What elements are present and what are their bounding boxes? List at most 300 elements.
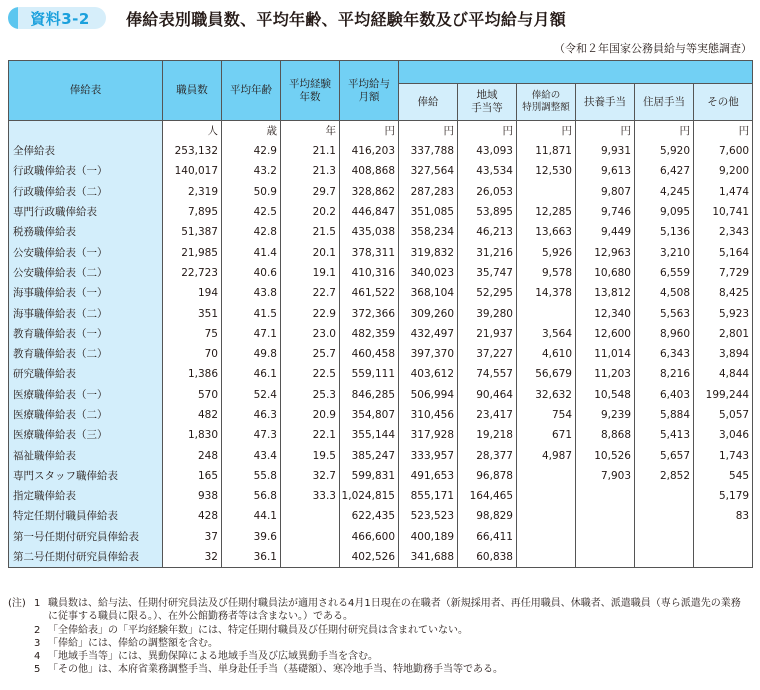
row-label: 研究職俸給表 (9, 364, 163, 384)
data-cell: 461,522 (340, 283, 399, 303)
data-cell: 42.8 (222, 222, 281, 242)
data-cell: 351 (163, 303, 222, 323)
data-cell: 70 (163, 344, 222, 364)
data-cell: 53,895 (458, 202, 517, 222)
data-cell: 21,985 (163, 242, 222, 262)
table-row (9, 344, 753, 364)
data-cell: 9,200 (694, 161, 753, 181)
col-header-line: 月額 (358, 90, 380, 103)
data-cell: 482,359 (340, 324, 399, 344)
data-cell: 35,747 (458, 263, 517, 283)
col-header-line: 俸給の (531, 90, 561, 101)
row-label: 教育職俸給表（二） (9, 344, 163, 364)
data-cell: 4,610 (517, 344, 576, 364)
data-cell: 3,046 (694, 425, 753, 445)
badge-label: 資料3-2 (30, 9, 90, 28)
data-cell: 378,311 (340, 242, 399, 262)
table-row (9, 405, 753, 425)
data-cell: 194 (163, 283, 222, 303)
col-header-other: その他 (694, 84, 753, 121)
data-cell: 56,679 (517, 364, 576, 384)
data-cell: 341,688 (399, 547, 458, 568)
footnote-item (8, 624, 748, 637)
data-cell: 32 (163, 547, 222, 568)
data-cell: 354,807 (340, 405, 399, 425)
data-cell: 9,746 (576, 202, 635, 222)
table-row (9, 486, 753, 506)
footnote-text: 「その他」は、本府省業務調整手当、単身赴任手当（基礎額）、寒冷地手当、特地勤務手当等である。 (48, 664, 503, 676)
col-header-avg-age: 平均年齢 (222, 61, 281, 121)
table-row (9, 364, 753, 384)
data-cell: 33.3 (281, 486, 340, 506)
footnote-number: 4 (34, 651, 41, 663)
data-cell (576, 547, 635, 568)
table-row (9, 445, 753, 465)
data-cell: 938 (163, 486, 222, 506)
data-cell: 340,023 (399, 263, 458, 283)
data-cell: 43.4 (222, 445, 281, 465)
data-cell: 140,017 (163, 161, 222, 181)
footnote-number: 3 (34, 637, 41, 649)
data-cell: 4,987 (517, 445, 576, 465)
data-cell: 98,829 (458, 506, 517, 526)
data-cell: 10,741 (694, 202, 753, 222)
footnote-prefix: (注) (8, 598, 26, 609)
data-cell: 19.1 (281, 263, 340, 283)
data-cell: 1,024,815 (340, 486, 399, 506)
data-cell: 32,632 (517, 385, 576, 405)
data-cell: 2,801 (694, 324, 753, 344)
data-cell: 2,852 (635, 466, 694, 486)
data-cell (635, 547, 694, 568)
data-cell: 403,612 (399, 364, 458, 384)
source-note: （令和２年国家公務員給与等実態調査） (554, 42, 752, 55)
data-cell (576, 527, 635, 547)
data-cell: 599,831 (340, 466, 399, 486)
data-cell: 402,526 (340, 547, 399, 568)
data-cell: 9,931 (576, 141, 635, 161)
footnote-prefix (8, 650, 34, 663)
table-row (9, 141, 753, 161)
data-cell: 25.3 (281, 385, 340, 405)
data-cell: 28,377 (458, 445, 517, 465)
data-cell: 36.1 (222, 547, 281, 568)
data-cell: 21,937 (458, 324, 517, 344)
data-cell: 21.3 (281, 161, 340, 181)
footnote-number: 1 (34, 598, 41, 609)
data-cell: 164,465 (458, 486, 517, 506)
data-cell: 2,343 (694, 222, 753, 242)
footnote-item (8, 650, 748, 663)
data-cell: 8,868 (576, 425, 635, 445)
data-cell: 12,600 (576, 324, 635, 344)
data-cell: 13,663 (517, 222, 576, 242)
data-cell: 39.6 (222, 527, 281, 547)
data-cell: 12,340 (576, 303, 635, 323)
data-cell: 9,449 (576, 222, 635, 242)
row-label: 特定任期付職員俸給表 (9, 506, 163, 526)
data-cell: 13,812 (576, 283, 635, 303)
row-label: 全俸給表 (9, 141, 163, 161)
data-cell: 90,464 (458, 385, 517, 405)
data-cell: 2,319 (163, 182, 222, 202)
data-cell: 42.9 (222, 141, 281, 161)
data-cell: 319,832 (399, 242, 458, 262)
data-cell (517, 182, 576, 202)
page-title: 俸給表別職員数、平均年齢、平均経験年数及び平均給与月額 (126, 9, 567, 29)
data-cell: 1,743 (694, 445, 753, 465)
data-cell: 1,474 (694, 182, 753, 202)
col-header-base-pay: 俸給 (399, 84, 458, 121)
data-cell: 37 (163, 527, 222, 547)
data-cell: 165 (163, 466, 222, 486)
unit-cell: 円 (458, 121, 517, 142)
unit-cell: 年 (281, 121, 340, 142)
col-header-dependent-allowance: 扶養手当 (576, 84, 635, 121)
col-header-avg-experience (281, 61, 340, 121)
data-cell: 10,548 (576, 385, 635, 405)
data-cell: 309,260 (399, 303, 458, 323)
footnote-item (8, 637, 748, 650)
data-cell: 5,413 (635, 425, 694, 445)
data-cell: 40.6 (222, 263, 281, 283)
data-cell: 9,095 (635, 202, 694, 222)
data-cell: 4,844 (694, 364, 753, 384)
row-label: 第二号任期付研究員俸給表 (9, 547, 163, 568)
data-cell: 39,280 (458, 303, 517, 323)
data-cell (517, 547, 576, 568)
col-header-special-adjustment (517, 84, 576, 121)
data-cell (635, 486, 694, 506)
data-cell: 32.7 (281, 466, 340, 486)
row-label: 公安職俸給表（一） (9, 242, 163, 262)
row-label: 指定職俸給表 (9, 486, 163, 506)
data-cell (281, 506, 340, 526)
data-cell: 83 (694, 506, 753, 526)
footnotes (8, 597, 748, 677)
data-cell: 21.1 (281, 141, 340, 161)
table-row (9, 466, 753, 486)
data-cell: 41.4 (222, 242, 281, 262)
row-label: 医療職俸給表（二） (9, 405, 163, 425)
data-cell: 5,923 (694, 303, 753, 323)
data-cell: 5,657 (635, 445, 694, 465)
unit-cell: 円 (576, 121, 635, 142)
footnote-text: 「俸給」には、俸給の調整額を含む。 (48, 637, 218, 649)
col-header-line: 平均経験 (289, 77, 331, 90)
col-header-line: 手当等 (471, 102, 503, 114)
table-row (9, 527, 753, 547)
data-cell: 6,427 (635, 161, 694, 181)
document-number-badge (8, 7, 106, 29)
data-cell: 355,144 (340, 425, 399, 445)
data-cell: 466,600 (340, 527, 399, 547)
data-cell: 11,203 (576, 364, 635, 384)
data-cell (635, 506, 694, 526)
data-cell: 10,526 (576, 445, 635, 465)
unit-cell: 人 (163, 121, 222, 142)
data-cell (517, 527, 576, 547)
data-cell: 20.1 (281, 242, 340, 262)
data-cell: 446,847 (340, 202, 399, 222)
data-cell: 46.3 (222, 405, 281, 425)
footnote-text: 「全俸給表」の「平均経験年数」には、特定任期付職員及び任期付研究員は含まれていない。 (48, 624, 468, 636)
data-cell: 23.0 (281, 324, 340, 344)
data-cell: 20.2 (281, 202, 340, 222)
row-label: 専門スタッフ職俸給表 (9, 466, 163, 486)
data-cell: 3,564 (517, 324, 576, 344)
data-cell: 400,189 (399, 527, 458, 547)
data-cell: 22,723 (163, 263, 222, 283)
data-cell: 22.5 (281, 364, 340, 384)
data-cell: 4,245 (635, 182, 694, 202)
col-header-line: 地域 (476, 89, 498, 101)
data-cell: 1,830 (163, 425, 222, 445)
data-cell: 75 (163, 324, 222, 344)
data-cell (576, 486, 635, 506)
data-cell (635, 527, 694, 547)
data-cell: 253,132 (163, 141, 222, 161)
data-cell: 5,920 (635, 141, 694, 161)
data-cell: 11,014 (576, 344, 635, 364)
data-cell: 3,210 (635, 242, 694, 262)
data-cell (281, 547, 340, 568)
footnote-number: 2 (34, 624, 41, 636)
data-cell: 74,557 (458, 364, 517, 384)
data-cell: 49.8 (222, 344, 281, 364)
footnote-item (8, 663, 748, 676)
data-cell: 5,179 (694, 486, 753, 506)
data-cell: 43,093 (458, 141, 517, 161)
data-cell: 622,435 (340, 506, 399, 526)
data-cell: 397,370 (399, 344, 458, 364)
data-cell: 22.1 (281, 425, 340, 445)
table-row (9, 202, 753, 222)
data-cell: 317,928 (399, 425, 458, 445)
footnote-text: 職員数は、給与法、任期付研究員法及び任期付職員法が適用される4月1日現在の在職者（新規採用者、再任用職員、休職者、派遣職員（専ら派遣先の業務に従事する職員に限る。）、在外公館勤務者等は含まない。）である。 (48, 598, 741, 623)
data-cell: 327,564 (399, 161, 458, 181)
data-cell: 46,213 (458, 222, 517, 242)
units-row (9, 121, 753, 142)
data-cell: 3,894 (694, 344, 753, 364)
data-cell: 6,403 (635, 385, 694, 405)
table-row (9, 547, 753, 568)
data-cell: 14,378 (517, 283, 576, 303)
data-cell: 248 (163, 445, 222, 465)
data-cell: 22.7 (281, 283, 340, 303)
unit-cell: 円 (399, 121, 458, 142)
table-row (9, 283, 753, 303)
data-cell: 310,456 (399, 405, 458, 425)
data-cell: 29.7 (281, 182, 340, 202)
data-cell: 435,038 (340, 222, 399, 242)
data-cell: 7,600 (694, 141, 753, 161)
data-cell: 482 (163, 405, 222, 425)
data-cell: 8,425 (694, 283, 753, 303)
data-cell: 5,057 (694, 405, 753, 425)
data-cell: 5,164 (694, 242, 753, 262)
data-cell: 5,563 (635, 303, 694, 323)
data-cell: 43,534 (458, 161, 517, 181)
row-label: 医療職俸給表（三） (9, 425, 163, 445)
data-cell: 23,417 (458, 405, 517, 425)
data-cell: 10,680 (576, 263, 635, 283)
footnote-item (8, 597, 748, 624)
data-cell: 19.5 (281, 445, 340, 465)
data-cell: 55.8 (222, 466, 281, 486)
data-cell: 545 (694, 466, 753, 486)
col-header-staff-count: 職員数 (163, 61, 222, 121)
salary-table (8, 60, 753, 568)
data-cell: 42.5 (222, 202, 281, 222)
data-cell: 333,957 (399, 445, 458, 465)
data-cell (517, 506, 576, 526)
data-cell: 51,387 (163, 222, 222, 242)
table-row (9, 182, 753, 202)
data-cell: 5,884 (635, 405, 694, 425)
data-cell: 8,216 (635, 364, 694, 384)
data-cell: 570 (163, 385, 222, 405)
data-cell: 416,203 (340, 141, 399, 161)
data-cell: 50.9 (222, 182, 281, 202)
col-header-group-breakdown (399, 61, 753, 84)
data-cell: 846,285 (340, 385, 399, 405)
footnote-number: 5 (34, 664, 41, 676)
col-header-housing-allowance: 住居手当 (635, 84, 694, 121)
data-cell: 4,508 (635, 283, 694, 303)
data-cell: 52,295 (458, 283, 517, 303)
data-cell: 47.3 (222, 425, 281, 445)
footnote-prefix (8, 637, 34, 650)
data-cell: 12,963 (576, 242, 635, 262)
col-header-regional-allowance (458, 84, 517, 121)
data-cell: 96,878 (458, 466, 517, 486)
unit-cell: 歳 (222, 121, 281, 142)
data-cell: 11,871 (517, 141, 576, 161)
data-cell: 46.1 (222, 364, 281, 384)
row-label: 公安職俸給表（二） (9, 263, 163, 283)
col-header-line: 特別調整額 (522, 102, 570, 113)
data-cell: 6,343 (635, 344, 694, 364)
data-cell: 8,960 (635, 324, 694, 344)
data-cell: 287,283 (399, 182, 458, 202)
data-cell: 351,085 (399, 202, 458, 222)
col-header-line: 平均給与 (348, 77, 390, 90)
data-cell: 432,497 (399, 324, 458, 344)
data-cell (517, 466, 576, 486)
data-cell: 44.1 (222, 506, 281, 526)
unit-cell: 円 (340, 121, 399, 142)
header-row-1 (9, 61, 753, 84)
data-cell: 43.2 (222, 161, 281, 181)
row-label: 行政職俸給表（一） (9, 161, 163, 181)
data-cell: 47.1 (222, 324, 281, 344)
data-cell: 9,578 (517, 263, 576, 283)
data-cell: 66,411 (458, 527, 517, 547)
unit-cell: 円 (694, 121, 753, 142)
data-cell: 7,729 (694, 263, 753, 283)
data-cell: 7,903 (576, 466, 635, 486)
data-cell: 9,613 (576, 161, 635, 181)
data-cell: 22.9 (281, 303, 340, 323)
data-cell: 408,868 (340, 161, 399, 181)
row-label: 海事職俸給表（一） (9, 283, 163, 303)
data-cell: 337,788 (399, 141, 458, 161)
data-cell: 385,247 (340, 445, 399, 465)
data-cell: 19,218 (458, 425, 517, 445)
data-cell: 21.5 (281, 222, 340, 242)
table-row (9, 222, 753, 242)
data-cell: 358,234 (399, 222, 458, 242)
data-cell: 9,239 (576, 405, 635, 425)
title-bar (8, 6, 566, 30)
table-row (9, 303, 753, 323)
data-cell: 56.8 (222, 486, 281, 506)
footnote-prefix (8, 663, 34, 676)
table-row (9, 324, 753, 344)
data-cell: 855,171 (399, 486, 458, 506)
table-row (9, 242, 753, 262)
data-cell: 410,316 (340, 263, 399, 283)
table-row (9, 425, 753, 445)
data-cell: 6,559 (635, 263, 694, 283)
data-cell: 5,926 (517, 242, 576, 262)
data-cell (517, 303, 576, 323)
table-row (9, 161, 753, 181)
data-cell: 12,530 (517, 161, 576, 181)
data-cell: 1,386 (163, 364, 222, 384)
data-cell: 754 (517, 405, 576, 425)
data-cell: 372,366 (340, 303, 399, 323)
unit-cell (9, 121, 163, 142)
data-cell (281, 527, 340, 547)
footnote-text: 「地域手当等」には、異動保障による地域手当及び広域異動手当を含む。 (48, 651, 378, 663)
unit-cell: 円 (517, 121, 576, 142)
data-cell: 41.5 (222, 303, 281, 323)
data-cell: 37,227 (458, 344, 517, 364)
data-cell: 460,458 (340, 344, 399, 364)
data-cell (694, 547, 753, 568)
data-cell: 671 (517, 425, 576, 445)
table-row (9, 263, 753, 283)
table-row (9, 506, 753, 526)
data-cell: 43.8 (222, 283, 281, 303)
data-cell: 428 (163, 506, 222, 526)
data-cell: 25.7 (281, 344, 340, 364)
data-cell: 9,807 (576, 182, 635, 202)
data-cell: 5,136 (635, 222, 694, 242)
col-header-avg-monthly-pay (340, 61, 399, 121)
data-cell: 60,838 (458, 547, 517, 568)
data-cell (576, 506, 635, 526)
data-cell: 20.9 (281, 405, 340, 425)
col-header-salary-table: 俸給表 (9, 61, 163, 121)
data-cell: 199,244 (694, 385, 753, 405)
data-cell: 328,862 (340, 182, 399, 202)
row-label: 福祉職俸給表 (9, 445, 163, 465)
data-cell (517, 486, 576, 506)
row-label: 行政職俸給表（二） (9, 182, 163, 202)
data-cell: 12,285 (517, 202, 576, 222)
row-label: 海事職俸給表（二） (9, 303, 163, 323)
unit-cell: 円 (635, 121, 694, 142)
row-label: 教育職俸給表（一） (9, 324, 163, 344)
table-body (9, 121, 753, 568)
table-row (9, 385, 753, 405)
row-label: 専門行政職俸給表 (9, 202, 163, 222)
data-cell: 523,523 (399, 506, 458, 526)
data-cell: 26,053 (458, 182, 517, 202)
